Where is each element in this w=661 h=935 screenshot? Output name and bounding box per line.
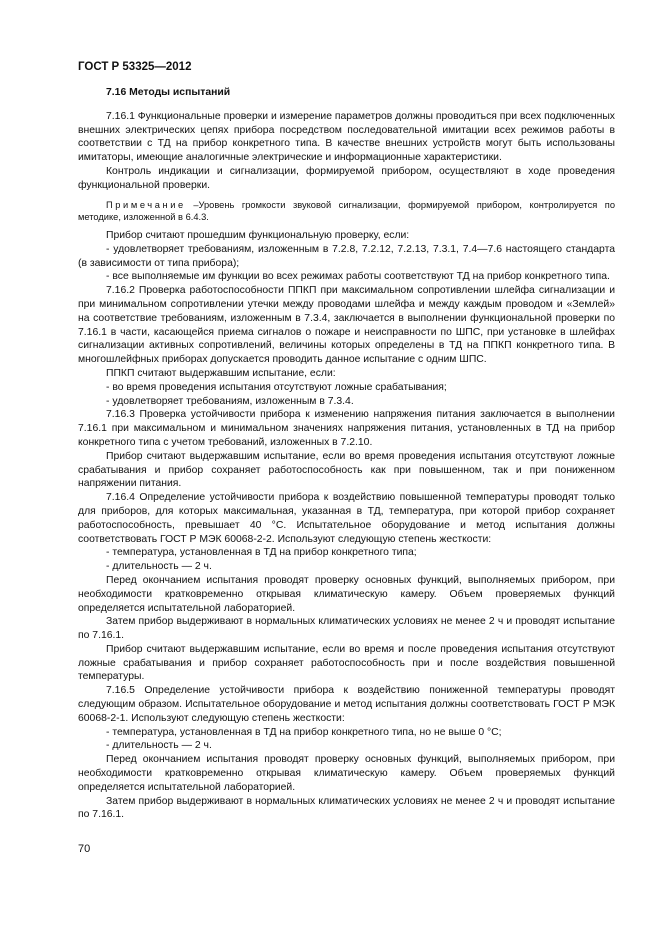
paragraph: Прибор считают выдержавшим испытание, если во время проведения испытания отсутствуют ложные срабатывания и прибор сохраняет работоспособность как при повышенном, так и при пониженном напряжении питания. — [78, 450, 615, 490]
page-content — [78, 86, 615, 822]
paragraph: Затем прибор выдерживают в нормальных климатических условиях не менее 2 ч и проводят испытание по 7.16.1. — [78, 795, 615, 821]
note — [78, 199, 615, 223]
list-item: - во время проведения испытания отсутствуют ложные срабатывания; — [106, 381, 447, 393]
paragraph: Затем прибор выдерживают в нормальных климатических условиях не менее 2 ч и проводят испытание по 7.16.1. — [78, 616, 615, 642]
list-item: - длительность — 2 ч. — [106, 740, 212, 752]
paragraph: Перед окончанием испытания проводят проверку основных функций, выполняемых прибором, при необходимости кратковременно открывая климатическую камеру. Объем проверяемых функций определяется испытательной лабораторией. — [78, 574, 615, 614]
page-number: 70 — [78, 843, 91, 855]
paragraph: Прибор считают выдержавшим испытание, если во время и после проведения испытания отсутствуют ложные срабатывания и прибор сохраняет работоспособность при и после воздействия повышенной температуры. — [78, 643, 615, 683]
list-item: - удовлетворяет требованиям, изложенным в 7.2.8, 7.2.12, 7.2.13, 7.3.1, 7.4—7.6 настоящего стандарта (в зависимости от типа прибора); — [78, 243, 615, 269]
list-item: - длительность — 2 ч. — [106, 561, 212, 573]
paragraph-7-16-3: 7.16.3 Проверка устойчивости прибора к изменению напряжения питания заключается в выполнении 7.16.1 при максимальном и минимальном значениях напряжения питания, установленных в ТД на прибор конкретного типа с учетом требований, изложенных в 7.2.10. — [78, 409, 615, 448]
paragraph-7-16-1: 7.16.1 Функциональные проверки и измерение параметров должны проводиться при всех подключенных внешних электрических цепях прибора посредством последовательной имитации всех режимов работы в соответствии с ТД на прибор конкретного типа. В качестве внешних устройств могут быть использованы имитаторы, имеющие аналогичные электрические и информационные характеристики. — [78, 110, 615, 164]
paragraph: Перед окончанием испытания проводят проверку основных функций, выполняемых прибором, при необходимости кратковременно открывая климатическую камеру. Объем проверяемых функций определяется испытательной лабораторией. — [78, 754, 615, 793]
standard-header: ГОСТ Р 53325—2012 — [78, 61, 192, 73]
paragraph: Контроль индикации и сигнализации, формируемой прибором, осуществляют в ходе проведения функциональной проверки. — [78, 165, 615, 191]
list-item: - удовлетворяет требованиям, изложенным в 7.3.4. — [106, 395, 354, 407]
note-text: –Уровень громкости звуковой сигнализации, формируемой прибором, контролируется по методике, изложенной в 6.4.3. — [78, 199, 615, 222]
list-item: - температура, установленная в ТД на прибор конкретного типа, но не выше 0 °С; — [106, 726, 502, 738]
paragraph-7-16-4: 7.16.4 Определение устойчивости прибора к воздействию повышенной температуры проводят только для приборов, для которых максимальная, указанная в ТД, температура, при которой прибор сохраняет работоспособность, превышает 40 °С. Испытательное оборудование и метод испытания должны соответствовать ГОСТ Р МЭК 60068-2-2. Используют следующую степень жесткости: — [78, 492, 615, 545]
paragraph-7-16-5: 7.16.5 Определение устойчивости прибора к воздействию пониженной температуры проводят следующим образом. Испытательное оборудование и метод испытания должны соответствовать ГОСТ Р МЭК 60068-2-1. Используют следующую степень жесткости: — [78, 685, 615, 724]
list-item: - все выполняемые им функции во всех режимах работы соответствуют ТД на прибор конкретного типа. — [106, 271, 610, 283]
list-item: - температура, установленная в ТД на прибор конкретного типа; — [106, 547, 417, 559]
paragraph: ППКП считают выдержавшим испытание, если: — [106, 367, 336, 379]
paragraph-7-16-2: 7.16.2 Проверка работоспособности ППКП при максимальном сопротивлении шлейфа сигнализации и при минимальном сопротивлении утечки между проводами шлейфа и между каждым проводом и «Землей» на соответствие требованиям, изложенным в 7.3.4, заключается в выполнении функциональной проверки по 7.16.1 в части, касающейся приема сигналов о пожаре и неисправности по ШПС, при установке в шлейфах сигнализации активных сопротивлений, величины которых определены в ТД на ППКП конкретного типа. В многошлейфных приборах допускается проводить данное испытание с одним ШПС. — [78, 285, 615, 366]
section-title: 7.16 Методы испытаний — [106, 87, 231, 98]
note-label: Примечание — [106, 199, 186, 210]
paragraph: Прибор считают прошедшим функциональную проверку, если: — [106, 229, 410, 241]
